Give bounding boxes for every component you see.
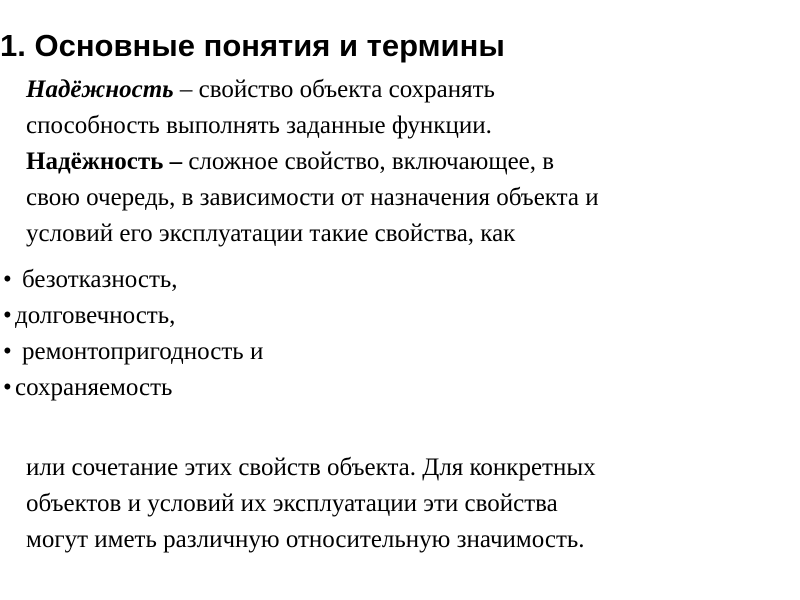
complex-text: сложное свойство, включающее, в	[182, 148, 555, 175]
list-item	[3, 262, 263, 298]
list-item	[3, 298, 263, 334]
complex-line-1	[26, 144, 599, 180]
properties-list	[3, 262, 263, 406]
term-reliability-bold: Надёжность –	[26, 148, 183, 175]
property-storability: сохраняемость	[15, 374, 173, 401]
definition-line-2: способность выполнять заданные функции.	[26, 112, 492, 139]
definition-line-1	[26, 72, 495, 108]
bullet-icon: •	[3, 302, 12, 329]
definition-reliability-paragraph	[26, 72, 495, 144]
conclusion-line-2: объектов и условий их эксплуатации эти свойства	[26, 490, 558, 517]
property-reliability: безотказность,	[22, 266, 178, 293]
property-durability: долговечность,	[15, 302, 176, 329]
complex-line-3: условий его эксплуатации такие свойства, как	[26, 220, 516, 247]
bullet-icon: •	[3, 338, 12, 365]
definition-text: – свойство объекта сохранять	[173, 76, 495, 103]
list-item	[3, 370, 263, 406]
slide-title: 1. Основные понятия и термины	[0, 28, 505, 63]
conclusion-line-3: могут иметь различную относительную значимость.	[26, 526, 585, 553]
bullet-icon: •	[3, 266, 12, 293]
list-item	[3, 334, 263, 370]
property-maintainability: ремонтопригодность и	[22, 338, 264, 365]
complex-line-2: свою очередь, в зависимости от назначения объекта и	[26, 184, 599, 211]
conclusion-paragraph	[26, 450, 596, 558]
term-reliability-italic: Надёжность	[26, 76, 174, 103]
bullet-icon: •	[3, 374, 12, 401]
complex-property-paragraph	[26, 144, 599, 252]
conclusion-line-1: или сочетание этих свойств объекта. Для конкретных	[26, 454, 596, 481]
